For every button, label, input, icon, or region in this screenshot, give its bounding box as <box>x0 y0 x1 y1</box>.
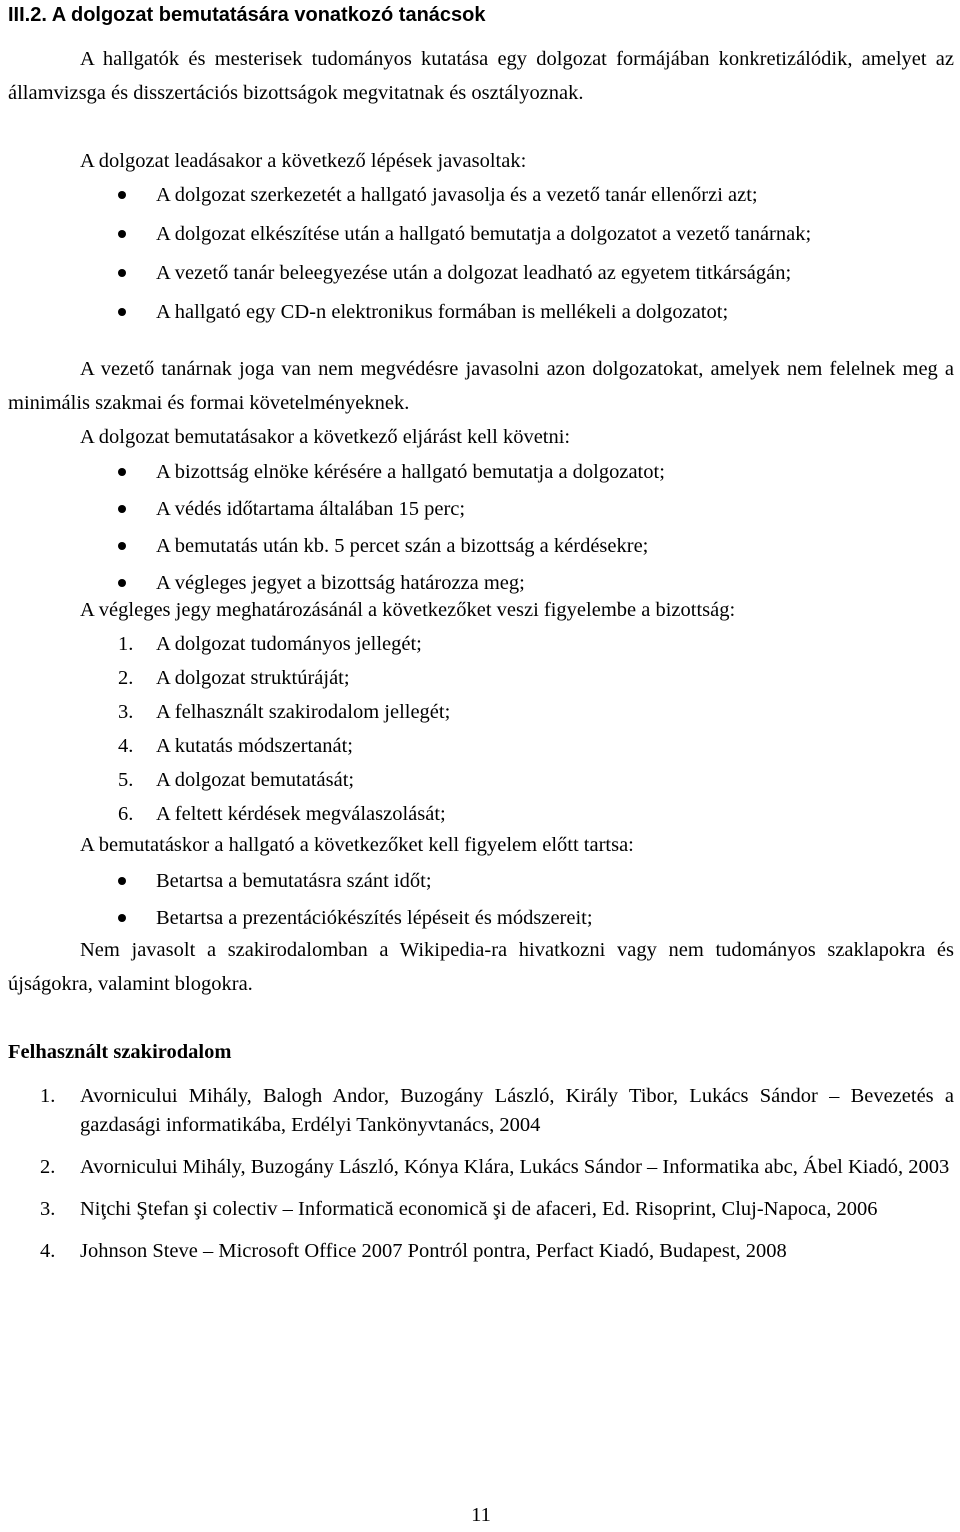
presentation-lead: A dolgozat bemutatásakor a következő eljárást kell követni: <box>80 426 571 448</box>
list-item: A bemutatás után kb. 5 percet szán a bizottság a kérdésekre; <box>8 529 954 563</box>
tips-lead: A bemutatáskor a hallgató a következőket kell figyelem előtt tartsa: <box>80 834 634 856</box>
reference-item <box>8 1153 954 1182</box>
list-number: 3. <box>40 1198 56 1220</box>
list-number: 2. <box>118 667 134 689</box>
list-item <box>8 763 954 797</box>
list-text: A felhasznált szakirodalom jellegét; <box>156 701 451 723</box>
list-item: A dolgozat elkészítése után a hallgató bemutatja a dolgozatot a vezető tanárnak; <box>8 217 954 251</box>
rejection-note: A vezető tanárnak joga van nem megvédésre javasolni azon dolgozatokat, amelyek nem felelnek meg a minimális szakmai és formai követelményeknek. <box>8 358 954 414</box>
tips-list <box>8 864 954 935</box>
list-number: 1. <box>40 1085 56 1107</box>
list-item <box>8 627 954 661</box>
list-item: Betartsa a prezentációkészítés lépéseit és módszereit; <box>8 901 954 935</box>
list-item: Betartsa a bemutatásra szánt időt; <box>8 864 954 898</box>
list-number: 6. <box>118 803 134 825</box>
reference-text: Johnson Steve – Microsoft Office 2007 Pontról pontra, Perfact Kiadó, Budapest, 2008 <box>80 1240 787 1262</box>
list-text: A dolgozat struktúráját; <box>156 667 350 689</box>
list-item <box>8 729 954 763</box>
list-item: A hallgató egy CD-n elektronikus formában is mellékeli a dolgozatot; <box>8 295 954 329</box>
reference-item <box>8 1237 954 1266</box>
list-text: A dolgozat bemutatását; <box>156 769 355 791</box>
reference-text: Avornicului Mihály, Buzogány László, Kónya Klára, Lukács Sándor – Informatika abc, Ábel Kiadó, 2003 <box>80 1156 950 1178</box>
submission-list <box>8 178 954 329</box>
list-number: 3. <box>118 701 134 723</box>
list-item <box>8 797 954 831</box>
page-number: 11 <box>471 1504 491 1526</box>
wiki-note: Nem javasolt a szakirodalomban a Wikipedia-ra hivatkozni vagy nem tudományos szaklapokra és újságokra, valamint blogokra. <box>8 939 954 995</box>
list-text: A feltett kérdések megválaszolását; <box>156 803 446 825</box>
list-number: 2. <box>40 1156 56 1178</box>
list-item: A védés időtartama általában 15 perc; <box>8 492 954 526</box>
references-list <box>8 1082 954 1279</box>
references-title: Felhasznált szakirodalom <box>8 1041 232 1063</box>
grading-lead: A végleges jegy meghatározásánál a következőket veszi figyelembe a bizottság: <box>80 599 736 621</box>
list-item: A dolgozat szerkezetét a hallgató javasolja és a vezető tanár ellenőrzi azt; <box>8 178 954 212</box>
list-item <box>8 661 954 695</box>
submission-lead: A dolgozat leadásakor a következő lépések javasoltak: <box>80 150 527 172</box>
list-item: A végleges jegyet a bizottság határozza meg; <box>8 566 954 600</box>
list-text: A dolgozat tudományos jellegét; <box>156 633 422 655</box>
list-number: 1. <box>118 633 134 655</box>
grading-list <box>8 627 954 831</box>
list-item: A vezető tanár beleegyezése után a dolgozat leadható az egyetem titkárságán; <box>8 256 954 290</box>
list-text: A kutatás módszertanát; <box>156 735 353 757</box>
list-item <box>8 695 954 729</box>
intro-paragraph: A hallgatók és mesterisek tudományos kutatása egy dolgozat formájában konkretizálódik, amelyet az államvizsga és disszertációs bizottságok megvitatnak és osztályoznak. <box>8 48 954 104</box>
list-number: 5. <box>118 769 134 791</box>
reference-text: Niţchi Ştefan şi colectiv – Informatică economică şi de afaceri, Ed. Risoprint, Cluj-Napoca, 2006 <box>80 1198 878 1220</box>
reference-item <box>8 1082 954 1140</box>
presentation-list <box>8 455 954 600</box>
list-item: A bizottság elnöke kérésére a hallgató bemutatja a dolgozatot; <box>8 455 954 489</box>
reference-text: Avornicului Mihály, Balogh Andor, Buzogány László, Király Tibor, Lukács Sándor – Bevezetés a gazdasági informatikába, Erdélyi Tankönyvtanács, 2004 <box>80 1085 954 1136</box>
list-number: 4. <box>40 1240 56 1262</box>
reference-item <box>8 1195 954 1224</box>
section-heading: III.2. A dolgozat bemutatására vonatkozó tanácsok <box>8 4 486 26</box>
list-number: 4. <box>118 735 134 757</box>
